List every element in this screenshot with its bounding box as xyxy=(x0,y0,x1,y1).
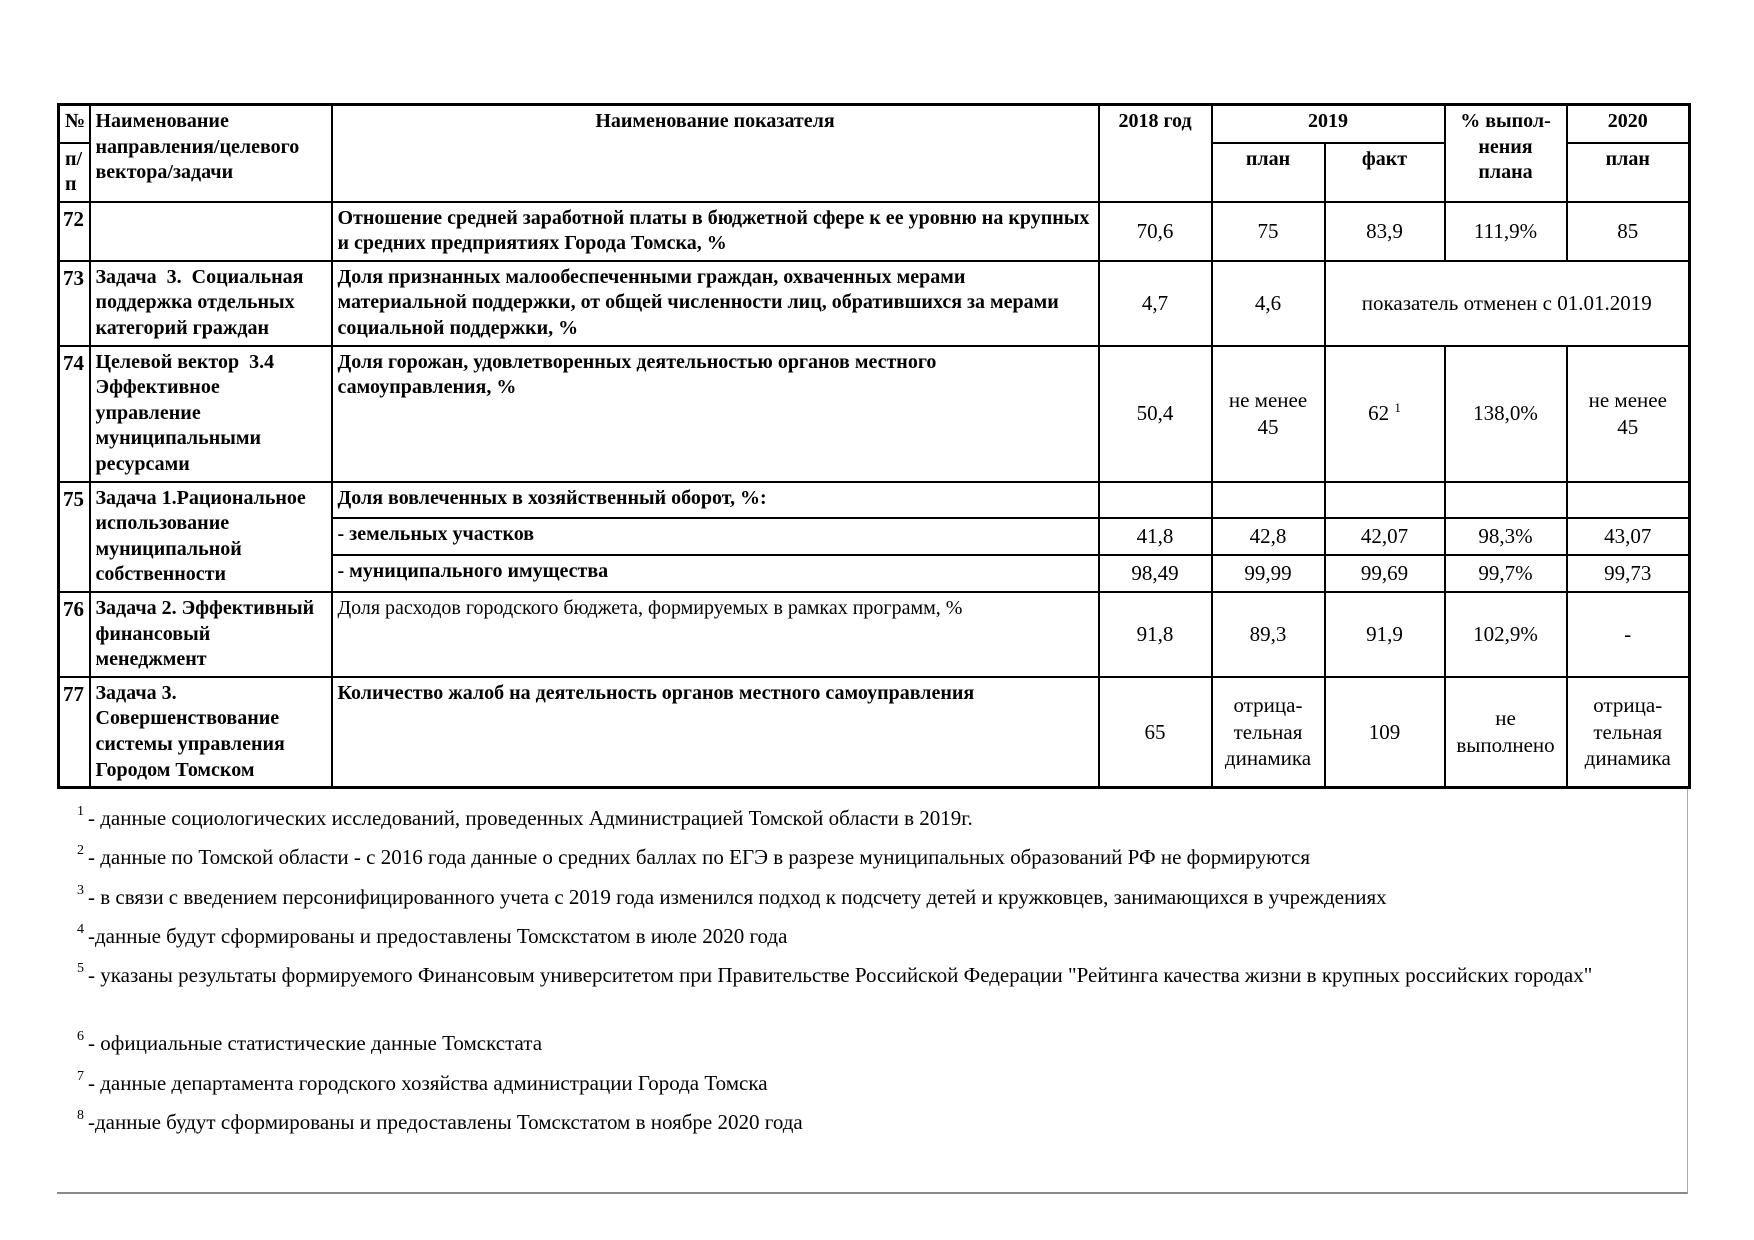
cell-75-group-plan2019 xyxy=(1212,482,1325,518)
cell-72-fact2019: 83,9 xyxy=(1325,202,1445,261)
cell-75-prop-2018: 98,49 xyxy=(1099,555,1212,592)
footnote-marker: 3 xyxy=(77,882,84,898)
footnote-item xyxy=(77,923,1677,949)
header-2019: 2019 xyxy=(1212,105,1445,143)
footnote-text: -данные будут сформированы и предоставлены Томскстатом в ноябре 2020 года xyxy=(88,1109,803,1134)
document-page xyxy=(57,103,1688,1194)
cell-75-land-2018: 41,8 xyxy=(1099,518,1212,555)
footnote-marker: 4 xyxy=(77,921,84,937)
cell-76-fact2019: 91,9 xyxy=(1325,592,1445,677)
cell-73-plan2019: 4,6 xyxy=(1212,261,1325,346)
header-2019-fact: факт xyxy=(1325,143,1445,202)
cell-77-percent: не выполнено xyxy=(1445,677,1567,788)
header-2020-plan: план xyxy=(1567,143,1690,202)
cell-75-land-plan2020: 43,07 xyxy=(1567,518,1690,555)
cell-75-land-percent: 98,3% xyxy=(1445,518,1567,555)
cell-77-num: 77 xyxy=(59,677,90,788)
cell-74-plan2020: не менее 45 xyxy=(1567,346,1690,482)
footnote-item xyxy=(77,1030,1677,1056)
table-row-72 xyxy=(59,202,1690,261)
cell-75-group-percent xyxy=(1445,482,1567,518)
cell-75-prop-percent: 99,7% xyxy=(1445,555,1567,592)
cell-75-prop-indicator: - муниципального имущества xyxy=(332,555,1099,592)
cell-73-2018: 4,7 xyxy=(1099,261,1212,346)
footnotes-section xyxy=(57,789,1688,1194)
footnote-item xyxy=(77,884,1677,910)
fact-value: 62 xyxy=(1368,401,1390,426)
cell-76-num: 76 xyxy=(59,592,90,677)
table-row-74 xyxy=(59,346,1690,482)
footnote-marker: 7 xyxy=(77,1068,84,1084)
report-table xyxy=(57,103,1691,789)
cell-77-2018: 65 xyxy=(1099,677,1212,788)
cell-76-2018: 91,8 xyxy=(1099,592,1212,677)
footnote-text: - данные социологических исследований, проведенных Администрацией Томской области в 2019г. xyxy=(88,806,973,831)
cell-75-group-2018 xyxy=(1099,482,1212,518)
cell-73-num: 73 xyxy=(59,261,90,346)
footnote-text: - данные департамента городского хозяйства администрации Города Томска xyxy=(88,1070,768,1095)
cell-74-indicator: Доля горожан, удовлетворенных деятельностью органов местного самоуправления, % xyxy=(332,346,1099,482)
cell-75-prop-fact2019: 99,69 xyxy=(1325,555,1445,592)
header-direction: Наименование направления/целевого вектора/задачи xyxy=(90,105,332,202)
cell-74-plan2019: не менее 45 xyxy=(1212,346,1325,482)
footnote-marker: 5 xyxy=(77,961,84,977)
cell-73-direction: Задача 3. Социальная поддержка отдельных категорий граждан xyxy=(90,261,332,346)
cell-74-fact2019 xyxy=(1325,346,1445,482)
cell-77-direction: Задача 3. Совершенствование системы управления Городом Томском xyxy=(90,677,332,788)
footnote-item xyxy=(77,805,1677,831)
cell-75-prop-plan2020: 99,73 xyxy=(1567,555,1690,592)
footnote-ref-1: 1 xyxy=(1394,400,1401,416)
cell-73-cancelled: показатель отменен с 01.01.2019 xyxy=(1325,261,1690,346)
table-row-73 xyxy=(59,261,1690,346)
cell-75-land-fact2019: 42,07 xyxy=(1325,518,1445,555)
cell-75-direction: Задача 1.Рациональное использование муниципальной собственности xyxy=(90,482,332,592)
cell-72-plan2019: 75 xyxy=(1212,202,1325,261)
table-row-76 xyxy=(59,592,1690,677)
table-row-77 xyxy=(59,677,1690,788)
footnote-item xyxy=(77,1070,1677,1096)
cell-76-plan2019: 89,3 xyxy=(1212,592,1325,677)
cell-76-direction: Задача 2. Эффективный финансовый менеджмент xyxy=(90,592,332,677)
header-num-pp: п/ п xyxy=(59,143,90,202)
footnote-text: - данные по Томской области - с 2016 года данные о средних баллах по ЕГЭ в разрезе муниципальных образований РФ не формируются xyxy=(88,845,1311,870)
cell-75-group-indicator: Доля вовлеченных в хозяйственный оборот, %: xyxy=(332,482,1099,518)
cell-74-num: 74 xyxy=(59,346,90,482)
table-header-row-1 xyxy=(59,105,1690,143)
footnote-text: -данные будут сформированы и предоставлены Томскстатом в июле 2020 года xyxy=(88,923,788,948)
header-indicator: Наименование показателя xyxy=(332,105,1099,202)
cell-74-2018: 50,4 xyxy=(1099,346,1212,482)
cell-77-indicator: Количество жалоб на деятельность органов местного самоуправления xyxy=(332,677,1099,788)
cell-75-group-fact2019 xyxy=(1325,482,1445,518)
footnote-marker: 6 xyxy=(77,1029,84,1045)
cell-75-prop-plan2019: 99,99 xyxy=(1212,555,1325,592)
footnote-text: - официальные статистические данные Томскстата xyxy=(88,1031,543,1056)
cell-75-land-plan2019: 42,8 xyxy=(1212,518,1325,555)
cell-72-direction xyxy=(90,202,332,261)
footnote-marker: 2 xyxy=(77,843,84,859)
footnote-item xyxy=(77,1109,1677,1135)
cell-75-group-plan2020 xyxy=(1567,482,1690,518)
footnote-marker: 8 xyxy=(77,1107,84,1123)
cell-74-direction: Целевой вектор 3.4 Эффективное управление муниципальными ресурсами xyxy=(90,346,332,482)
cell-77-plan2019: отрица- тельная динамика xyxy=(1212,677,1325,788)
cell-77-plan2020: отрица- тельная динамика xyxy=(1567,677,1690,788)
header-num: № xyxy=(59,105,90,143)
cell-73-indicator: Доля признанных малообеспеченными граждан, охваченных мерами материальной поддержки, от общей численности лиц, обратившихся за мерами социальной поддержки, % xyxy=(332,261,1099,346)
footnote-marker: 1 xyxy=(77,804,84,820)
cell-77-fact2019: 109 xyxy=(1325,677,1445,788)
footnote-text: - в связи с введением персонифицированного учета с 2019 года изменился подход к подсчету детей и кружковцев, занимающихся в учреждениях xyxy=(88,884,1387,909)
header-2018: 2018 год xyxy=(1099,105,1212,202)
cell-76-indicator: Доля расходов городского бюджета, формируемых в рамках программ, % xyxy=(332,592,1099,677)
cell-74-percent: 138,0% xyxy=(1445,346,1567,482)
cell-76-plan2020: - xyxy=(1567,592,1690,677)
cell-75-num: 75 xyxy=(59,482,90,592)
cell-72-2018: 70,6 xyxy=(1099,202,1212,261)
header-percent: % выпол- нения плана xyxy=(1445,105,1567,202)
cell-72-plan2020: 85 xyxy=(1567,202,1690,261)
table-row-75-group xyxy=(59,482,1690,518)
cell-72-percent: 111,9% xyxy=(1445,202,1567,261)
cell-72-indicator: Отношение средней заработной платы в бюджетной сфере к ее уровню на крупных и средних предприятиях Города Томска, % xyxy=(332,202,1099,261)
cell-72-num: 72 xyxy=(59,202,90,261)
footnote-text: - указаны результаты формируемого Финансовым университетом при Правительстве Российской Федерации "Рейтинга качества жизни в крупных российских городах" xyxy=(88,963,1593,988)
footnote-item xyxy=(77,962,1677,988)
cell-76-percent: 102,9% xyxy=(1445,592,1567,677)
cell-75-land-indicator: - земельных участков xyxy=(332,518,1099,555)
footnote-item xyxy=(77,844,1677,870)
header-2019-plan: план xyxy=(1212,143,1325,202)
header-2020: 2020 xyxy=(1567,105,1690,143)
